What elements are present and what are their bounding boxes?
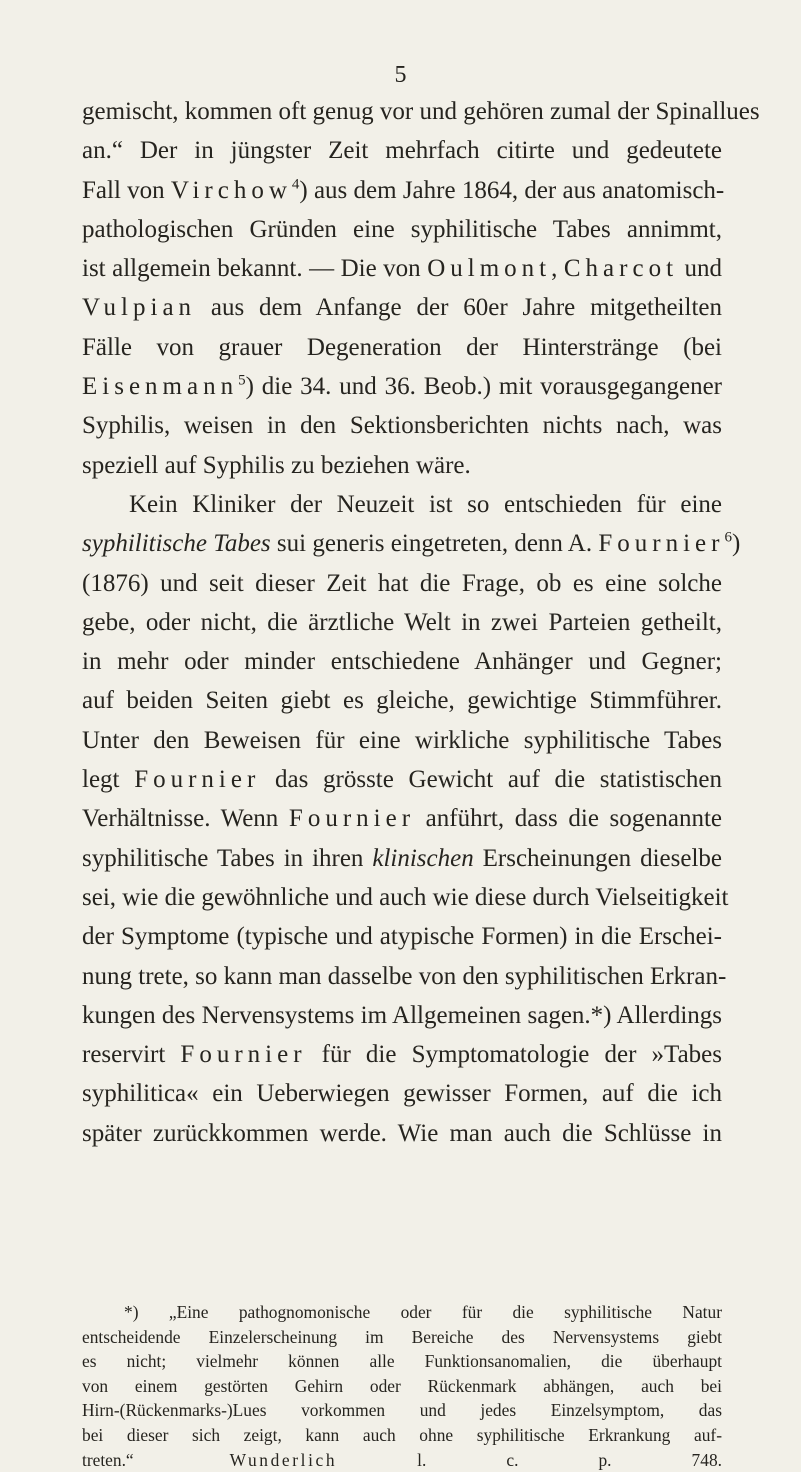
text-segment: sui generis eingetreten, denn A.	[270, 530, 599, 558]
text-line: pathologischen Gründen eine syphilitische Tabes annimmt,	[82, 215, 722, 243]
footnote-line: entscheidende Einzelerscheinung im Bereiche des Nervensystems giebt	[82, 1326, 722, 1347]
text-line: in mehr oder minder entschiedene Anhänger und Gegner;	[82, 648, 722, 676]
footnote-line: Hirn-(Rückenmarks-)Lues vorkommen und jedes Einzelsymptom, das	[82, 1400, 722, 1421]
author-name: Wunderlich	[229, 1449, 338, 1470]
text-segment: Erscheinungen dieselbe	[473, 844, 722, 872]
text-segment: l. c. p. 748.	[337, 1449, 722, 1470]
text-line	[82, 799, 722, 838]
footnote-line: *) „Eine pathognomonische oder für die syphilitische Natur	[124, 1302, 722, 1322]
text-line: auf beiden Seiten giebt es gleiche, gewichtige Stimmführer.	[82, 687, 722, 715]
author-name: Charcot	[563, 255, 679, 283]
footnote	[82, 1300, 722, 1472]
footnote-line	[82, 1448, 722, 1472]
page-number: 5	[394, 62, 407, 88]
footnote-ref: 4	[291, 176, 300, 193]
text-line: (1876) und seit dieser Zeit hat die Frage, ob es eine solche	[82, 569, 722, 597]
author-name: Virchow	[170, 176, 292, 204]
text-segment: treten.“	[82, 1449, 134, 1470]
text-segment: ,	[551, 255, 564, 283]
text-segment: syphilitische Tabes in ihren	[82, 844, 373, 872]
italic-phrase: klinischen	[372, 844, 474, 872]
text-line	[82, 839, 722, 878]
text-segment: ist allgemein bekannt. — Die von	[82, 255, 428, 283]
author-name: Oulmont	[427, 255, 552, 283]
author-name: Eisenmann	[82, 373, 239, 401]
text-line	[82, 367, 722, 406]
text-segment: Verhältnisse. Wenn	[82, 805, 289, 833]
footnote-line: bei dieser sich zeigt, kann auch ohne syphilitische Erkrankung auf-	[82, 1424, 722, 1445]
text-segment: aus dem Anfange der 60er Jahre mitgetheilten	[196, 294, 722, 322]
text-segment: anführt, dass die sogenannte	[415, 805, 722, 833]
text-line	[82, 288, 722, 327]
body-text	[82, 92, 760, 1153]
footnote-line: von einem gestörten Gehirn oder Rückenmark abhängen, auch bei	[82, 1375, 722, 1396]
text-line	[82, 760, 722, 799]
italic-phrase: syphilitische Tabes	[82, 530, 271, 558]
text-line: nung trete, so kann man dasselbe von den syphilitischen Erkran-	[82, 962, 727, 990]
text-line	[82, 249, 722, 288]
text-line: gemischt, kommen oft genug vor und gehören zumal der Spinallues	[82, 98, 760, 125]
text-line: speziell auf Syphilis zu beziehen wäre.	[82, 451, 471, 479]
text-line: Unter den Beweisen für eine wirkliche syphilitische Tabes	[82, 726, 722, 754]
text-line: Syphilis, weisen in den Sektionsberichten nichts nach, was	[82, 412, 722, 440]
text-line	[82, 171, 725, 210]
text-line: später zurückkommen werde. Wie man auch die Schlüsse in	[82, 1119, 722, 1147]
text-segment: )	[731, 530, 741, 558]
author-name: Vulpian	[82, 294, 197, 322]
text-segment: ) die 34. und 36. Beob.) mit vorausgegangener	[245, 373, 722, 401]
text-line	[82, 524, 741, 563]
text-line: Fälle von grauer Degeneration der Hinterstränge (bei	[82, 333, 722, 361]
author-name: Fournier	[134, 766, 261, 794]
text-line: Kein Kliniker der Neuzeit ist so entschieden für eine	[129, 490, 722, 518]
footnote-ref: 6	[724, 529, 732, 546]
text-segment: das grösste Gewicht auf die statistischen	[260, 766, 722, 794]
text-line: gebe, oder nicht, die ärztliche Welt in zwei Parteien getheilt,	[82, 608, 722, 636]
text-segment: für die Symptomatologie der »Tabes	[306, 1041, 722, 1069]
text-segment: und	[678, 255, 723, 283]
text-line	[82, 1035, 722, 1074]
footnote-line: es nicht; vielmehr können alle Funktionsanomalien, die überhaupt	[82, 1351, 722, 1372]
text-line: sei, wie die gewöhnliche und auch wie diese durch Vielseitigkeit	[82, 883, 729, 911]
text-segment: legt	[82, 766, 135, 794]
text-segment: ) aus dem Jahre 1864, der aus anatomisch-	[299, 176, 725, 204]
text-segment: reservirt	[82, 1041, 181, 1069]
text-line: an.“ Der in jüngster Zeit mehrfach citirte und gedeutete	[82, 137, 722, 165]
text-line: kungen des Nervensystems im Allgemeinen sagen.*) Allerdings	[82, 1001, 722, 1029]
author-name: Fournier	[288, 805, 416, 833]
text-segment: Fall von	[82, 176, 171, 204]
footnote-ref: 5	[238, 372, 246, 389]
author-name: Fournier	[180, 1041, 307, 1069]
text-line: syphilitica« ein Ueberwiegen gewisser Formen, auf die ich	[82, 1080, 722, 1108]
author-name: Fournier	[598, 530, 725, 558]
text-line: der Symptome (typische und atypische Formen) in die Erschei-	[82, 923, 722, 951]
